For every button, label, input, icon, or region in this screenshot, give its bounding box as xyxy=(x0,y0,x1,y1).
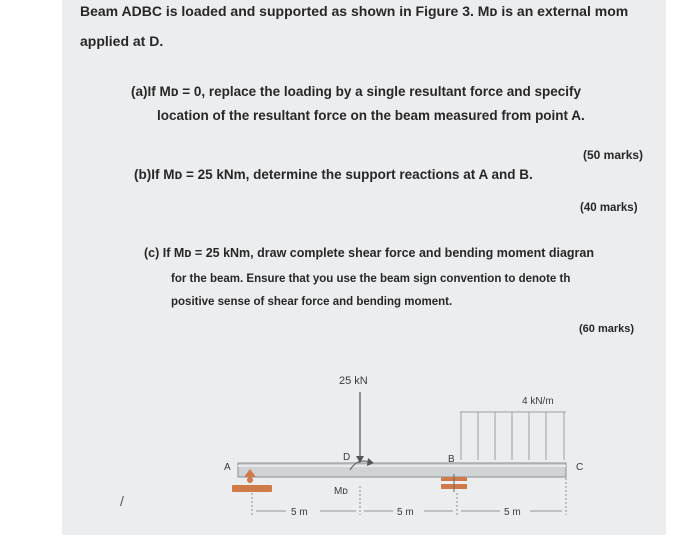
moment-label: Mᴅ xyxy=(334,486,348,497)
part-c-line2: for the beam. Ensure that you use the beam sign convention to denote th xyxy=(171,273,571,285)
udl-load xyxy=(460,412,566,460)
part-b-line1: (b)If Mᴅ = 25 kNm, determine the support reactions at A and B. xyxy=(134,167,533,182)
part-c-line1: (c) If Mᴅ = 25 kNm, draw complete shear force and bending moment diagran xyxy=(144,246,594,260)
point-load-label: 25 kN xyxy=(339,375,368,387)
dim-db-label: 5 m xyxy=(397,507,414,518)
point-load-arrow xyxy=(356,392,364,463)
part-c-line3: positive sense of shear force and bending moment. xyxy=(171,296,453,308)
udl-label: 4 kN/m xyxy=(522,396,554,407)
dim-ad-label: 5 m xyxy=(291,507,308,518)
point-a-label: A xyxy=(224,462,231,473)
point-c-label: C xyxy=(576,462,584,473)
part-a-line2: location of the resultant force on the beam measured from point A. xyxy=(157,108,585,123)
point-b-label: B xyxy=(448,454,455,465)
dim-bc-label: 5 m xyxy=(504,507,521,518)
part-a-marks: (50 marks) xyxy=(583,148,644,162)
point-d-label: D xyxy=(343,452,351,463)
part-a-line1: (a)If Mᴅ = 0, replace the loading by a single resultant force and specify xyxy=(131,84,582,99)
part-b-marks: (40 marks) xyxy=(580,202,638,214)
problem-intro-line1: Beam ADBC is loaded and supported as shown in Figure 3. Mᴅ is an external mom xyxy=(80,3,629,19)
stray-pen-mark: / xyxy=(120,493,124,509)
problem-intro-line2: applied at D. xyxy=(80,33,164,49)
part-c-marks: (60 marks) xyxy=(579,323,635,335)
